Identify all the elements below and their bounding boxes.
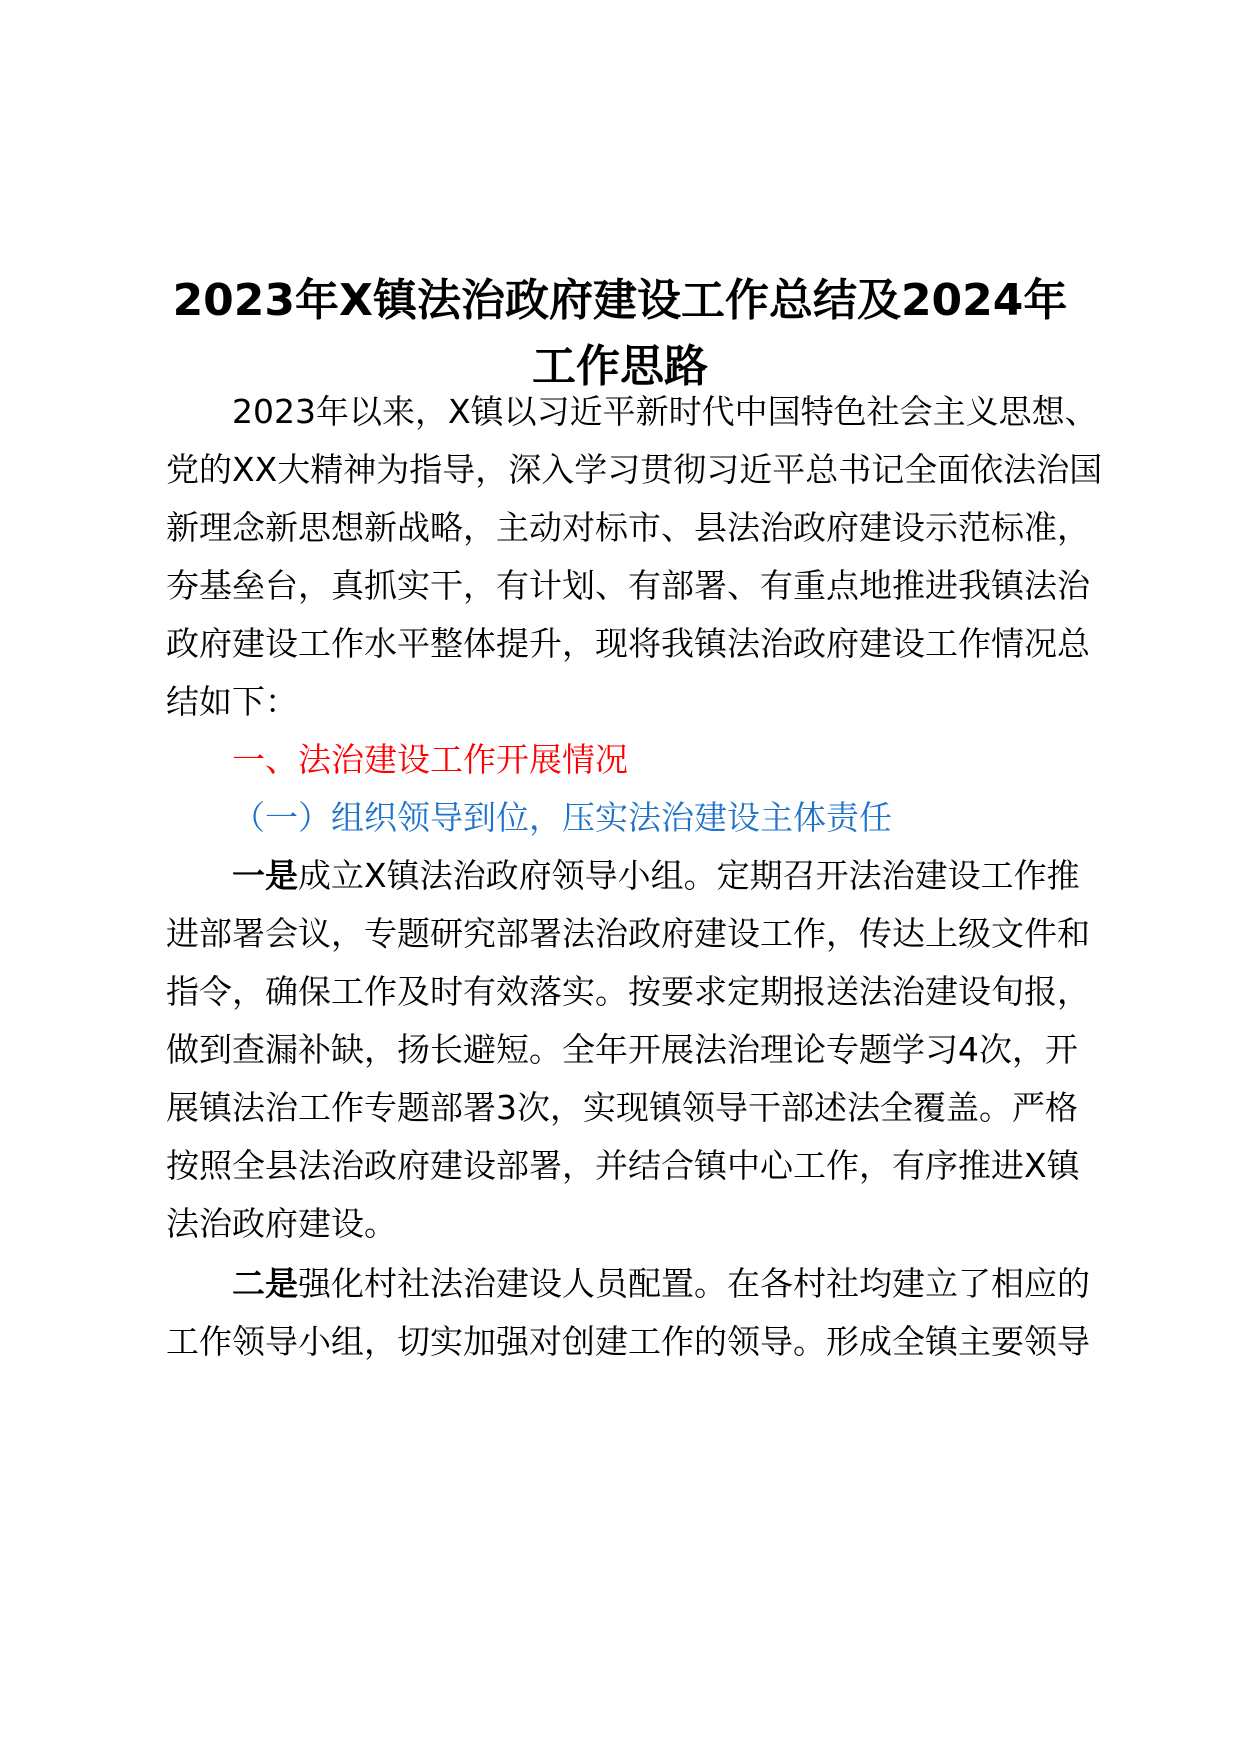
para1-line-7: 法治政府建设。 <box>166 1204 397 1243</box>
para1-line-5: 展镇法治工作专题部署3次，实现镇领导干部述法全覆盖。严格 <box>166 1088 1078 1127</box>
intro-line-1: 2023年以来，X镇以习近平新时代中国特色社会主义思想、 <box>232 392 1098 431</box>
para2-line-1 <box>232 1264 1090 1304</box>
document-title-line-1: 2023年X镇法治政府建设工作总结及2024年 <box>172 275 1068 326</box>
para1-line-2: 进部署会议，专题研究部署法治政府建设工作，传达上级文件和 <box>166 914 1090 953</box>
document-title-line-2: 工作思路 <box>532 341 708 392</box>
intro-line-4: 夯基垒台，真抓实干，有计划、有部署、有重点地推进我镇法治 <box>166 566 1090 605</box>
intro-line-6: 结如下： <box>166 682 298 721</box>
para1-line-1 <box>232 856 1080 896</box>
para2-lead: 二是 <box>232 1264 298 1303</box>
para1-line-4: 做到查漏补缺，扬长避短。全年开展法治理论专题学习4次，开 <box>166 1030 1078 1069</box>
para2-line-2: 工作领导小组，切实加强对创建工作的领导。形成全镇主要领导 <box>166 1322 1090 1361</box>
para1-line-3: 指令，确保工作及时有效落实。按要求定期报送法治建设旬报， <box>166 972 1090 1011</box>
subsection-heading-1: （一）组织领导到位，压实法治建设主体责任 <box>232 798 892 837</box>
para1-first-text: 成立X镇法治政府领导小组。定期召开法治建设工作推 <box>298 856 1080 895</box>
para1-line-6: 按照全县法治政府建设部署，并结合镇中心工作，有序推进X镇 <box>166 1146 1080 1185</box>
para1-lead: 一是 <box>232 856 298 895</box>
intro-line-2: 党的XX大精神为指导，深入学习贯彻习近平总书记全面依法治国 <box>166 450 1103 489</box>
intro-line-5: 政府建设工作水平整体提升，现将我镇法治政府建设工作情况总 <box>166 624 1090 663</box>
intro-line-3: 新理念新思想新战略，主动对标市、县法治政府建设示范标准， <box>166 508 1090 547</box>
section-heading-1: 一、法治建设工作开展情况 <box>232 740 628 779</box>
para2-first-text: 强化村社法治建设人员配置。在各村社均建立了相应的 <box>298 1264 1090 1303</box>
